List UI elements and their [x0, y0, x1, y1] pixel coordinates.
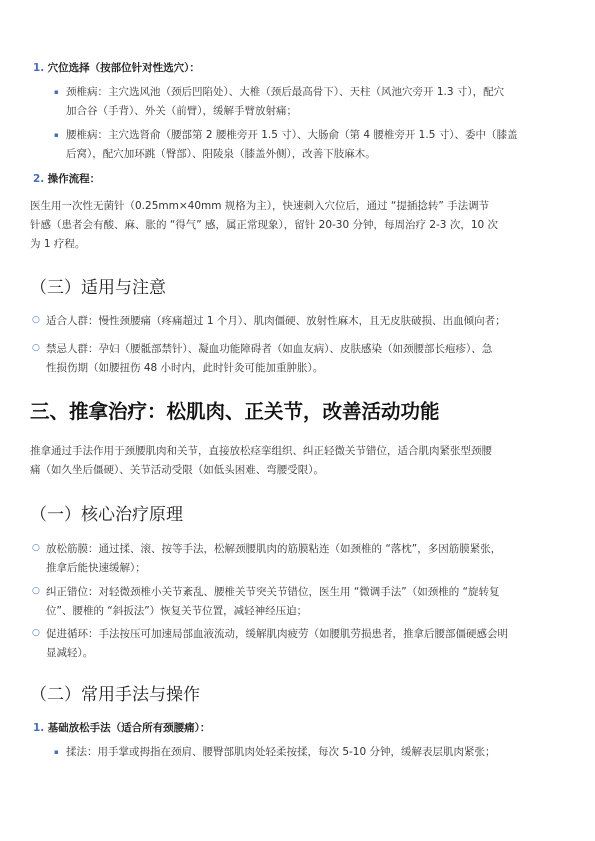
list-item-procedure: [33, 170, 100, 189]
list-title: 操作流程: [47, 173, 90, 185]
square-bullet-icon: ▪: [54, 748, 59, 756]
text-line: 医生用一次性无菌针（0.25mm×40mm 规格为主），快速刺入穴位后，通过 “提插捻转” 手法调节: [30, 200, 490, 212]
list-item: [46, 340, 492, 378]
list-title: 基础放松手法（适合所有颈腰痛）: [47, 722, 200, 734]
list-number: 1.: [33, 722, 45, 734]
text-line: 加合谷（手背）、外关（前臂），缓解手臂放射痛；: [66, 105, 297, 117]
text-line: 位”、腰椎的 “斜扳法”）恢复关节位置，减轻神经压迫；: [46, 605, 308, 617]
text-line: 适合人群：慢性颈腰痛（疼痛超过 1 个月）、肌肉僵硬、放射性麻木，且无皮肤破损、出血倾向者；: [46, 315, 506, 327]
text-line: 揉法：用手掌或拇指在颈肩、腰臀部肌肉处轻柔按揉，每次 5-10 分钟，缓解表层肌肉紧张；: [66, 746, 496, 758]
square-bullet-icon: ▪: [54, 131, 59, 139]
circle-bullet-icon: ○: [32, 586, 40, 596]
subsection-heading: （一）核心治疗原理: [30, 505, 183, 525]
subsection-heading: （二）常用手法与操作: [30, 685, 200, 705]
list-number: 2.: [33, 173, 45, 185]
list-item: [66, 743, 496, 762]
list-item: [66, 83, 504, 121]
list-item: [46, 312, 506, 331]
text-line: 纠正错位：对轻微颈椎小关节紊乱、腰椎关节突关节错位，医生用 “微调手法”（如颈椎的 “旋转复: [46, 586, 500, 598]
paragraph-procedure: [30, 197, 498, 254]
list-item: [46, 583, 500, 621]
section-heading: 三、推拿治疗：松肌肉、正关节，改善活动功能: [30, 400, 440, 423]
paragraph-intro: [30, 442, 492, 480]
list-colon: ：: [199, 722, 211, 734]
text-line: 腰椎病：主穴选肾俞（腰部第 2 腰椎旁开 1.5 寸）、大肠俞（第 4 腰椎旁开 1.5 寸）、委中（膝盖: [66, 129, 518, 141]
list-number: 1.: [33, 62, 45, 74]
list-colon: ：: [189, 62, 200, 74]
text-line: 禁忌人群：孕妇（腰骶部禁针）、凝血功能障碍者（如血友病）、皮肤感染（如颈腰部长疱疹）、急: [46, 343, 493, 355]
text-line: 后窝），配穴加环跳（臀部）、阳陵泉（膝盖外侧），改善下肢麻木。: [66, 148, 376, 160]
text-line: 推拿通过手法作用于颈腰肌肉和关节，直接放松痉挛组织、纠正轻微关节错位，适合肌肉紧张型颈腰: [30, 445, 492, 457]
text-line: 显减轻）。: [46, 647, 94, 659]
circle-bullet-icon: ○: [32, 343, 40, 353]
text-line: 痛（如久坐后僵硬）、关节活动受限（如低头困难、弯腰受限）。: [30, 464, 324, 476]
list-item-basic-techniques: [33, 719, 210, 738]
list-title: 穴位选择（按部位针对性选穴）: [47, 62, 190, 74]
subsection-heading: （三）适用与注意: [30, 278, 166, 298]
square-bullet-icon: ▪: [54, 88, 59, 96]
text-line: 为 1 疗程。: [30, 238, 86, 250]
text-line: 放松筋膜：通过揉、滚、按等手法，松解颈腰肌肉的筋膜粘连（如颈椎的 “落枕”，多因筋膜紧张，: [46, 543, 502, 555]
text-line: 颈椎病：主穴选风池（颈后凹陷处）、大椎（颈后最高骨下）、天柱（风池穴旁开 1.3 寸），配穴: [66, 86, 505, 98]
text-line: 促进循环：手法按压可加速局部血液流动，缓解肌肉疲劳（如腰肌劳损患者，推拿后腰部僵硬感会明: [46, 628, 508, 640]
circle-bullet-icon: ○: [32, 628, 40, 638]
text-line: 性损伤期（如腰扭伤 48 小时内，此时针灸可能加重肿胀）。: [46, 362, 324, 374]
text-line: 推拿后能快速缓解）；: [46, 562, 146, 574]
list-item-acupoint-selection: [33, 59, 200, 78]
list-item: [46, 625, 508, 663]
circle-bullet-icon: ○: [32, 543, 40, 553]
list-colon: ：: [89, 173, 101, 185]
circle-bullet-icon: ○: [32, 315, 40, 325]
text-line: 针感（患者会有酸、麻、胀的 “得气” 感，属正常现象），留针 20-30 分钟，每周治疗 2-3 次，10 次: [30, 219, 499, 231]
list-item: [46, 540, 501, 578]
list-item: [66, 126, 517, 164]
